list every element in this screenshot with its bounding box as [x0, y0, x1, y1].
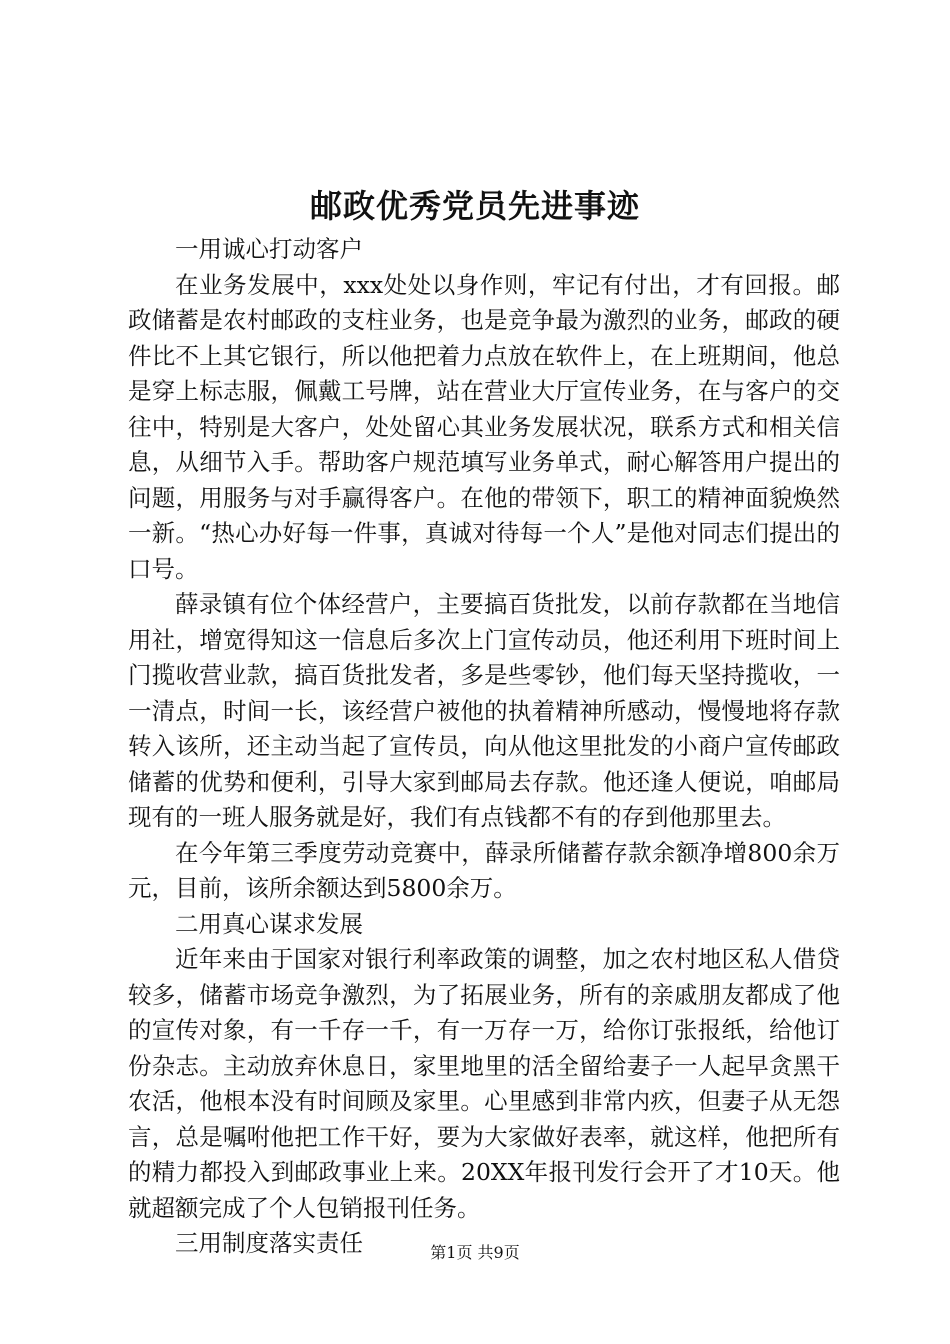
- body-paragraph: 在今年第三季度劳动竞赛中，薛录所储蓄存款余额净增800余万元，目前，该所余额达到5800余万。: [128, 838, 840, 902]
- document-title: 邮政优秀党员先进事迹: [309, 187, 640, 225]
- section-heading: 一用诚心打动客户: [175, 235, 363, 263]
- body-paragraph: 近年来由于国家对银行利率政策的调整，加之农村地区私人借贷较多，储蓄市场竞争激烈，为了拓展业务，所有的亲戚朋友都成了他的宣传对象，有一千存一千，有一万存一万，给你订张报纸，给他订份杂志。主动放弃休息日，家里地里的活全留给妻子一人起早贪黑干农活，他根本没有时间顾及家里。心里感到非常内疚，但妻子从无怨言，总是嘱咐他把工作干好，要为大家做好表率，就这样，他把所有的精力都投入到邮政事业上来。20XX年报刊发行会开了才10天。他就超额完成了个人包销报刊任务。: [128, 945, 840, 1222]
- body-paragraph: 薛录镇有位个体经营户，主要搞百货批发，以前存款都在当地信用社，增宽得知这一信息后多次上门宣传动员，他还利用下班时间上门揽收营业款，搞百货批发者，多是些零钞，他们每天坚持揽收，一一清点，时间一长，该经营户被他的执着精神所感动，慢慢地将存款转入该所，还主动当起了宣传员，向从他这里批发的小商户宣传邮政储蓄的优势和便利，引导大家到邮局去存款。他还逢人便说，咱邮局现有的一班人服务就是好，我们有点钱都不有的存到他那里去。: [128, 590, 840, 831]
- body-paragraph: 在业务发展中，xxx处处以身作则，牢记有付出，才有回报。邮政储蓄是农村邮政的支柱业务，也是竞争最为激烈的业务，邮政的硬件比不上其它银行，所以他把着力点放在软件上，在上班期间，他总是穿上标志服，佩戴工号牌，站在营业大厅宣传业务，在与客户的交往中，特别是大客户，处处留心其业务发展状况，联系方式和相关信息，从细节入手。帮助客户规范填写业务单式，耐心解答用户提出的问题，用服务与对手赢得客户。在他的带领下，职工的精神面貌焕然一新。“热心办好每一件事，真诚对待每一个人”是他对同志们提出的口号。: [128, 270, 840, 583]
- section-heading: 二用真心谋求发展: [175, 909, 363, 938]
- document-body: [128, 232, 840, 1262]
- page-footer: 第1页 共9页: [430, 1243, 520, 1262]
- section-heading: 三用制度落实责任: [175, 1229, 363, 1257]
